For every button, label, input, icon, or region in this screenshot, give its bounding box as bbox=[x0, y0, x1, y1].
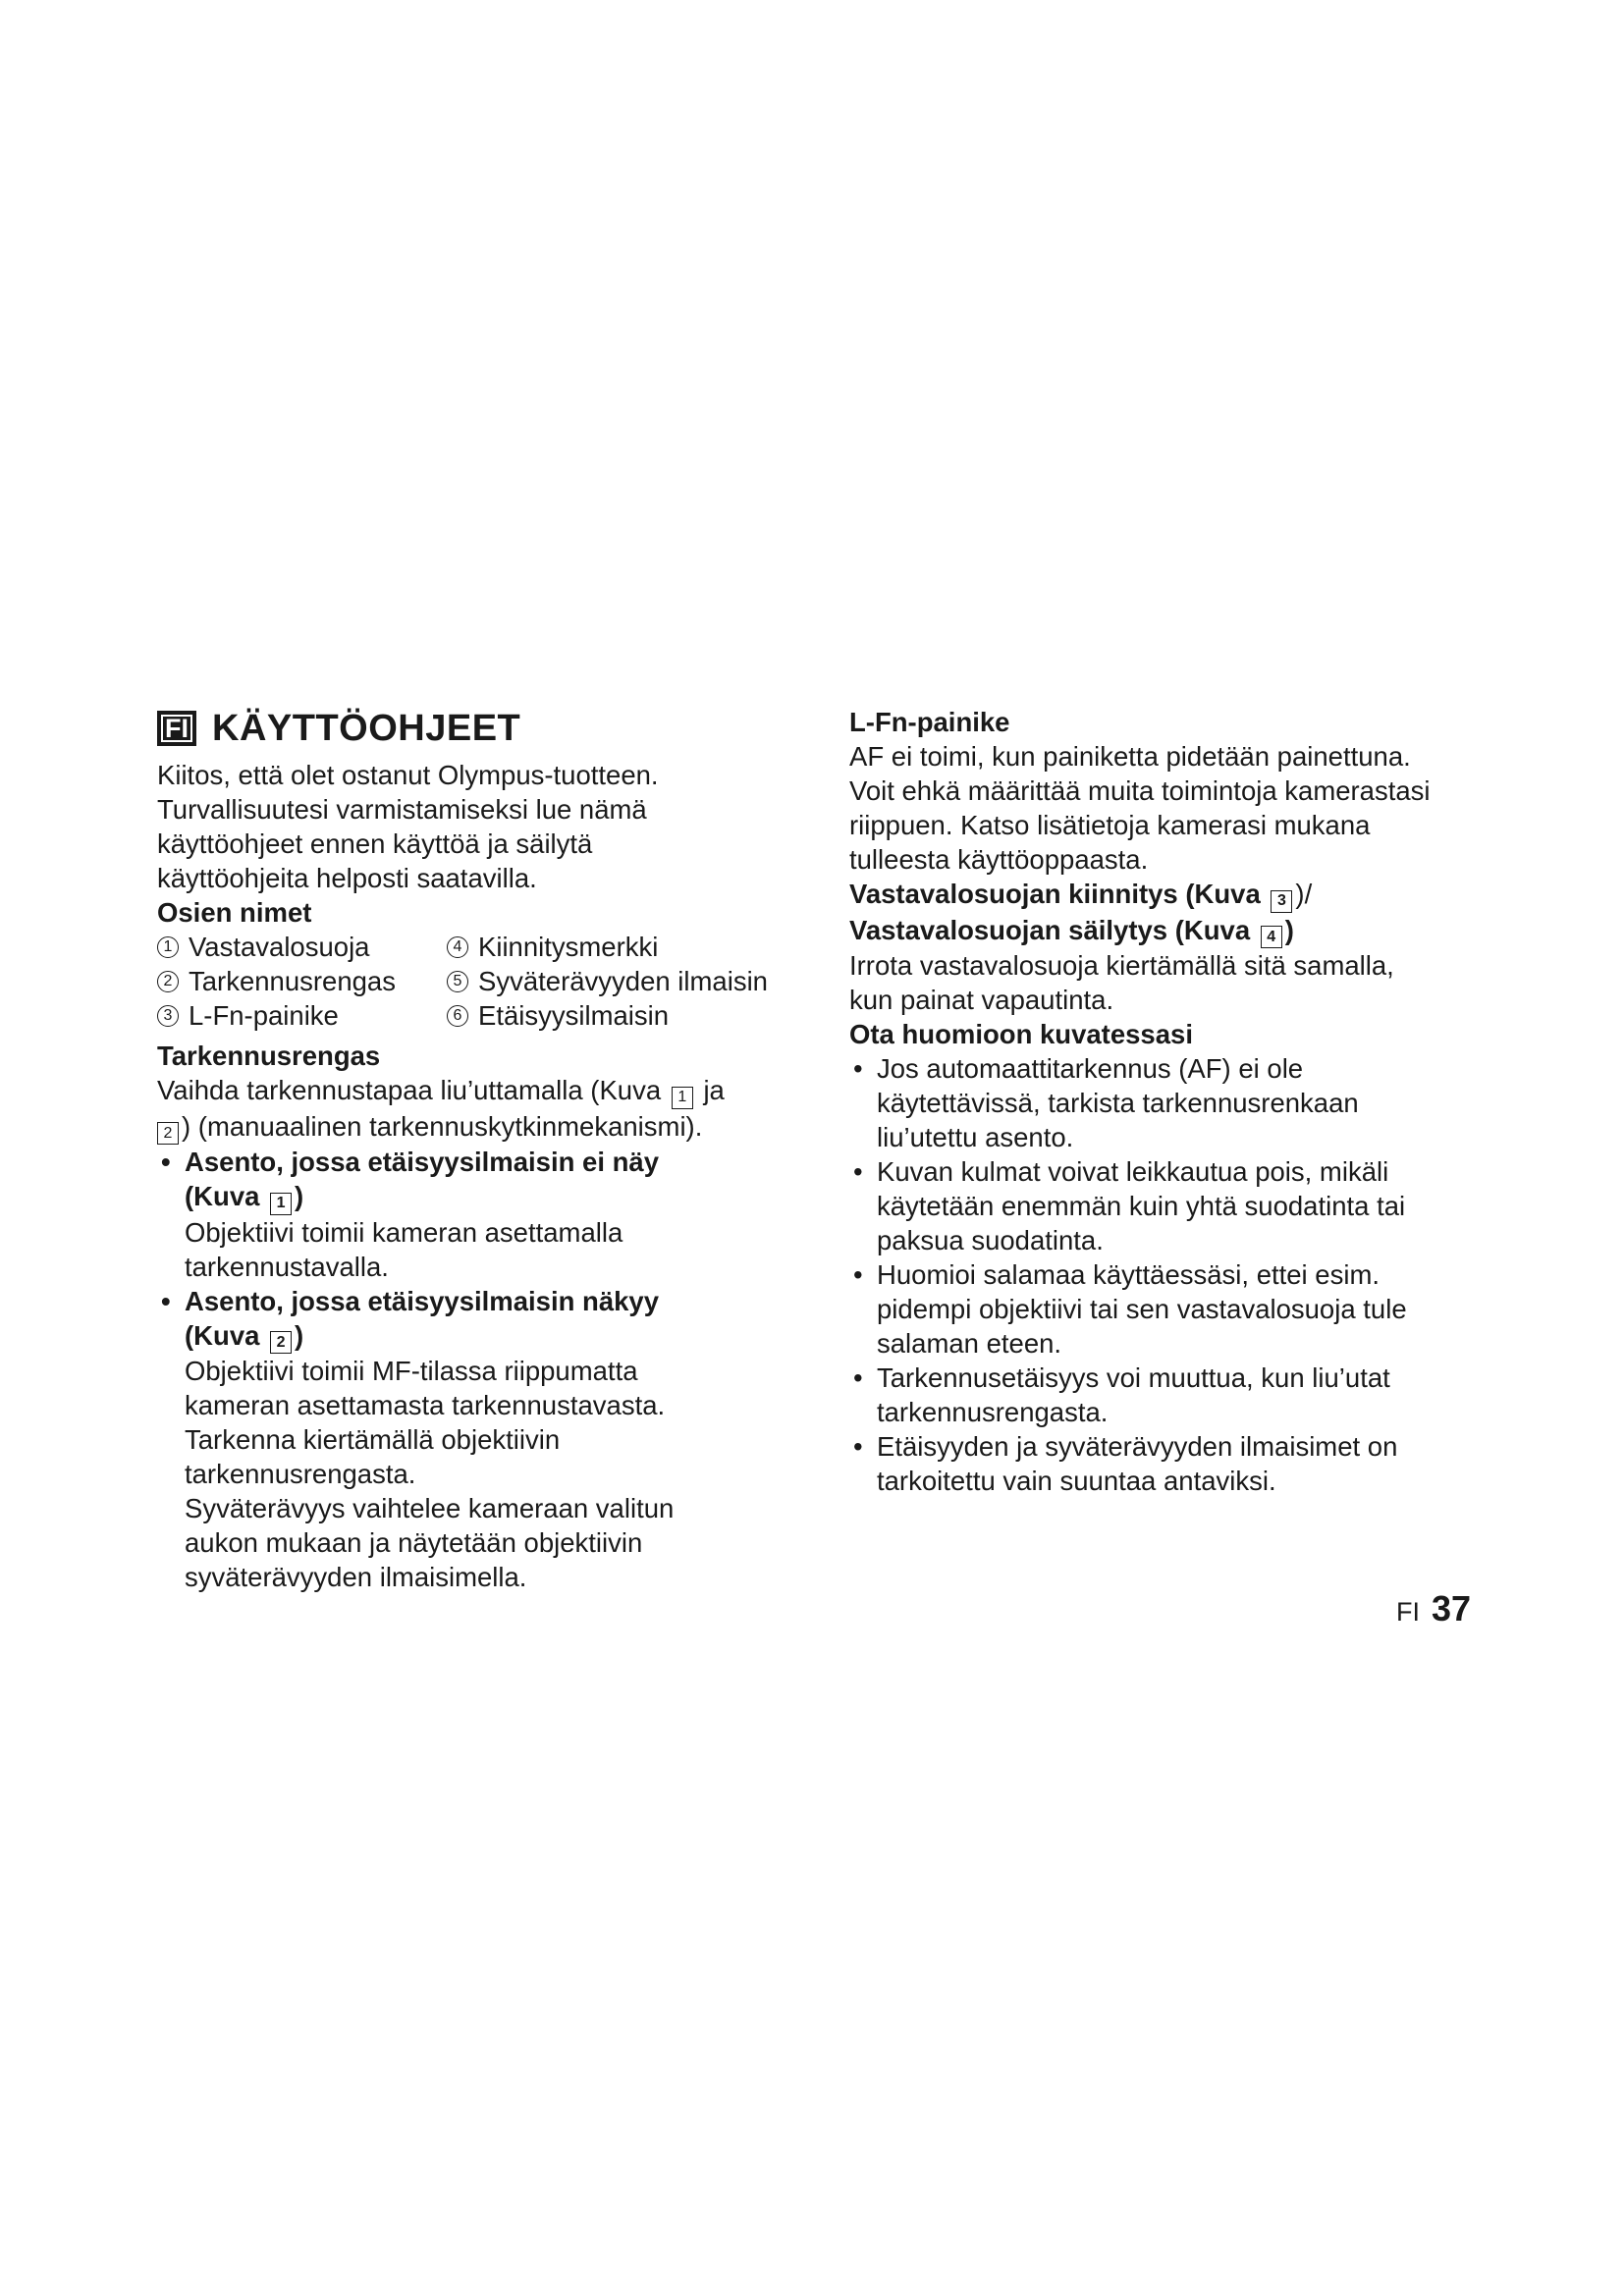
figure-box: 1 bbox=[672, 1087, 693, 1109]
note-line: käytetään enemmän kuin yhtä suodatinta tai bbox=[877, 1191, 1406, 1221]
bullet-heading-cont bbox=[157, 1318, 825, 1355]
number-circle: 5 bbox=[447, 971, 468, 992]
part-item bbox=[157, 964, 447, 998]
note-line: tarkoitettu vain suuntaa antaviksi. bbox=[877, 1466, 1276, 1496]
note-item: • Jos automaattitarkennus (AF) ei ole bbox=[849, 1051, 1488, 1086]
bullet-text: Tarkenna kiertämällä objektiivin bbox=[185, 1424, 561, 1455]
bullet-text: kameran asettamasta tarkennustavasta. bbox=[185, 1390, 666, 1420]
part-item bbox=[157, 930, 447, 964]
text-span: ) bbox=[295, 1181, 304, 1211]
bullet-heading-cont bbox=[157, 1179, 825, 1215]
notes-list bbox=[849, 1051, 1488, 1498]
bullet-text: Objektiivi toimii kameran asettamalla bbox=[185, 1216, 623, 1248]
lfn-text: riippuen. Katso lisätietoja kamerasi mukana bbox=[849, 810, 1371, 840]
part-label: Kiinnitysmerkki bbox=[478, 932, 659, 962]
right-column bbox=[849, 705, 1488, 1498]
lfn-text: AF ei toimi, kun painiketta pidetään painettuna. bbox=[849, 741, 1411, 772]
note-item: • Huomioi salamaa käyttäessäsi, ettei esim. bbox=[849, 1257, 1488, 1292]
text-span: Vastavalosuojan kiinnitys (Kuva bbox=[849, 879, 1261, 909]
hood-text: Irrota vastavalosuoja kiertämällä sitä samalla, bbox=[849, 950, 1394, 981]
figure-box: 2 bbox=[270, 1331, 292, 1354]
notes-heading: Ota huomioon kuvatessasi bbox=[849, 1019, 1193, 1049]
part-item bbox=[447, 930, 825, 964]
note-item: • Etäisyyden ja syväterävyyden ilmaisimet on bbox=[849, 1429, 1488, 1464]
part-label: Syväterävyyden ilmaisin bbox=[478, 966, 768, 996]
bullet-text: Syväterävyys vaihtelee kameraan valitun bbox=[185, 1493, 675, 1523]
text-span: Vaihda tarkennustapaa liu’uttamalla (Kuva bbox=[157, 1075, 662, 1105]
lfn-text: tulleesta käyttöoppaasta. bbox=[849, 844, 1149, 875]
bullet-text: Objektiivi toimii MF-tilassa riippumatta bbox=[185, 1356, 638, 1386]
hood-attach-heading bbox=[849, 877, 1488, 913]
text-span: ja bbox=[703, 1075, 725, 1105]
part-item bbox=[157, 998, 447, 1033]
part-label: L-Fn-painike bbox=[189, 1000, 339, 1031]
title-row bbox=[157, 705, 825, 752]
page-number: 37 bbox=[1432, 1588, 1472, 1629]
text-span: ) (manuaalinen tarkennuskytkinmekanismi). bbox=[182, 1110, 703, 1142]
intro-line: Turvallisuutesi varmistamiseksi lue nämä bbox=[157, 794, 647, 825]
bullet-text: syväterävyyden ilmaisimella. bbox=[185, 1562, 527, 1592]
figure-box: 3 bbox=[1271, 890, 1292, 913]
note-line: tarkennusrengasta. bbox=[877, 1397, 1109, 1427]
part-item bbox=[447, 964, 825, 998]
note-item: • Kuvan kulmat voivat leikkautua pois, mikäli bbox=[849, 1154, 1488, 1189]
hood-store-heading bbox=[849, 913, 1488, 949]
bullet-heading: • Asento, jossa etäisyysilmaisin näkyy bbox=[157, 1284, 825, 1318]
part-label: Etäisyysilmaisin bbox=[478, 1000, 670, 1031]
focus-ring-text bbox=[157, 1073, 825, 1109]
lfn-text: Voit ehkä määrittää muita toimintoja kamerastasi bbox=[849, 775, 1431, 806]
bullet-text: aukon mukaan ja näytetään objektiivin bbox=[185, 1527, 643, 1558]
note-line: salaman eteen. bbox=[877, 1328, 1062, 1359]
note-line: käytettävissä, tarkista tarkennusrenkaan bbox=[877, 1088, 1359, 1118]
number-circle: 2 bbox=[157, 971, 179, 992]
text-span: (Kuva bbox=[185, 1181, 260, 1211]
parts-heading: Osien nimet bbox=[157, 897, 312, 928]
note-line: pidempi objektiivi tai sen vastavalosuoja tule bbox=[877, 1294, 1407, 1324]
text-span: ) bbox=[295, 1319, 304, 1351]
parts-list bbox=[157, 930, 825, 1033]
focus-ring-heading: Tarkennusrengas bbox=[157, 1041, 381, 1071]
part-label: Tarkennusrengas bbox=[189, 966, 396, 996]
note-line: paksua suodatinta. bbox=[877, 1225, 1104, 1255]
number-circle: 1 bbox=[157, 936, 179, 958]
figure-box: 4 bbox=[1261, 926, 1282, 948]
left-column bbox=[157, 705, 825, 1594]
text-span: )/ bbox=[1295, 879, 1313, 909]
intro-line: käyttöohjeita helposti saatavilla. bbox=[157, 863, 537, 893]
figure-box: 1 bbox=[270, 1193, 292, 1215]
footer-language: FI bbox=[1396, 1597, 1420, 1627]
hood-text: kun painat vapautinta. bbox=[849, 985, 1114, 1015]
focus-ring-text bbox=[157, 1109, 825, 1146]
bullet-text: tarkennusrengasta. bbox=[185, 1459, 416, 1489]
lfn-heading: L-Fn-painike bbox=[849, 707, 1010, 737]
note-item: • Tarkennusetäisyys voi muuttua, kun liu’utat bbox=[849, 1361, 1488, 1395]
intro-line: Kiitos, että olet ostanut Olympus-tuotteen. bbox=[157, 760, 659, 790]
text-span: (Kuva bbox=[185, 1319, 260, 1351]
intro-line: käyttöohjeet ennen käyttöä ja säilytä bbox=[157, 828, 593, 859]
language-badge: FI bbox=[157, 711, 196, 746]
part-item bbox=[447, 998, 825, 1033]
note-line: liu’utettu asento. bbox=[877, 1122, 1074, 1152]
number-circle: 3 bbox=[157, 1005, 179, 1027]
text-span: ) bbox=[1284, 914, 1294, 945]
bullet-heading: • Asento, jossa etäisyysilmaisin ei näy bbox=[157, 1145, 825, 1179]
page-title: KÄYTTÖOHJEET bbox=[212, 707, 521, 749]
number-circle: 4 bbox=[447, 936, 468, 958]
page-footer bbox=[1396, 1588, 1471, 1629]
part-label: Vastavalosuoja bbox=[189, 932, 370, 962]
text-span: Vastavalosuojan säilytys (Kuva bbox=[849, 914, 1251, 945]
figure-box: 2 bbox=[157, 1122, 179, 1145]
number-circle: 6 bbox=[447, 1005, 468, 1027]
bullet-text: tarkennustavalla. bbox=[185, 1251, 389, 1282]
